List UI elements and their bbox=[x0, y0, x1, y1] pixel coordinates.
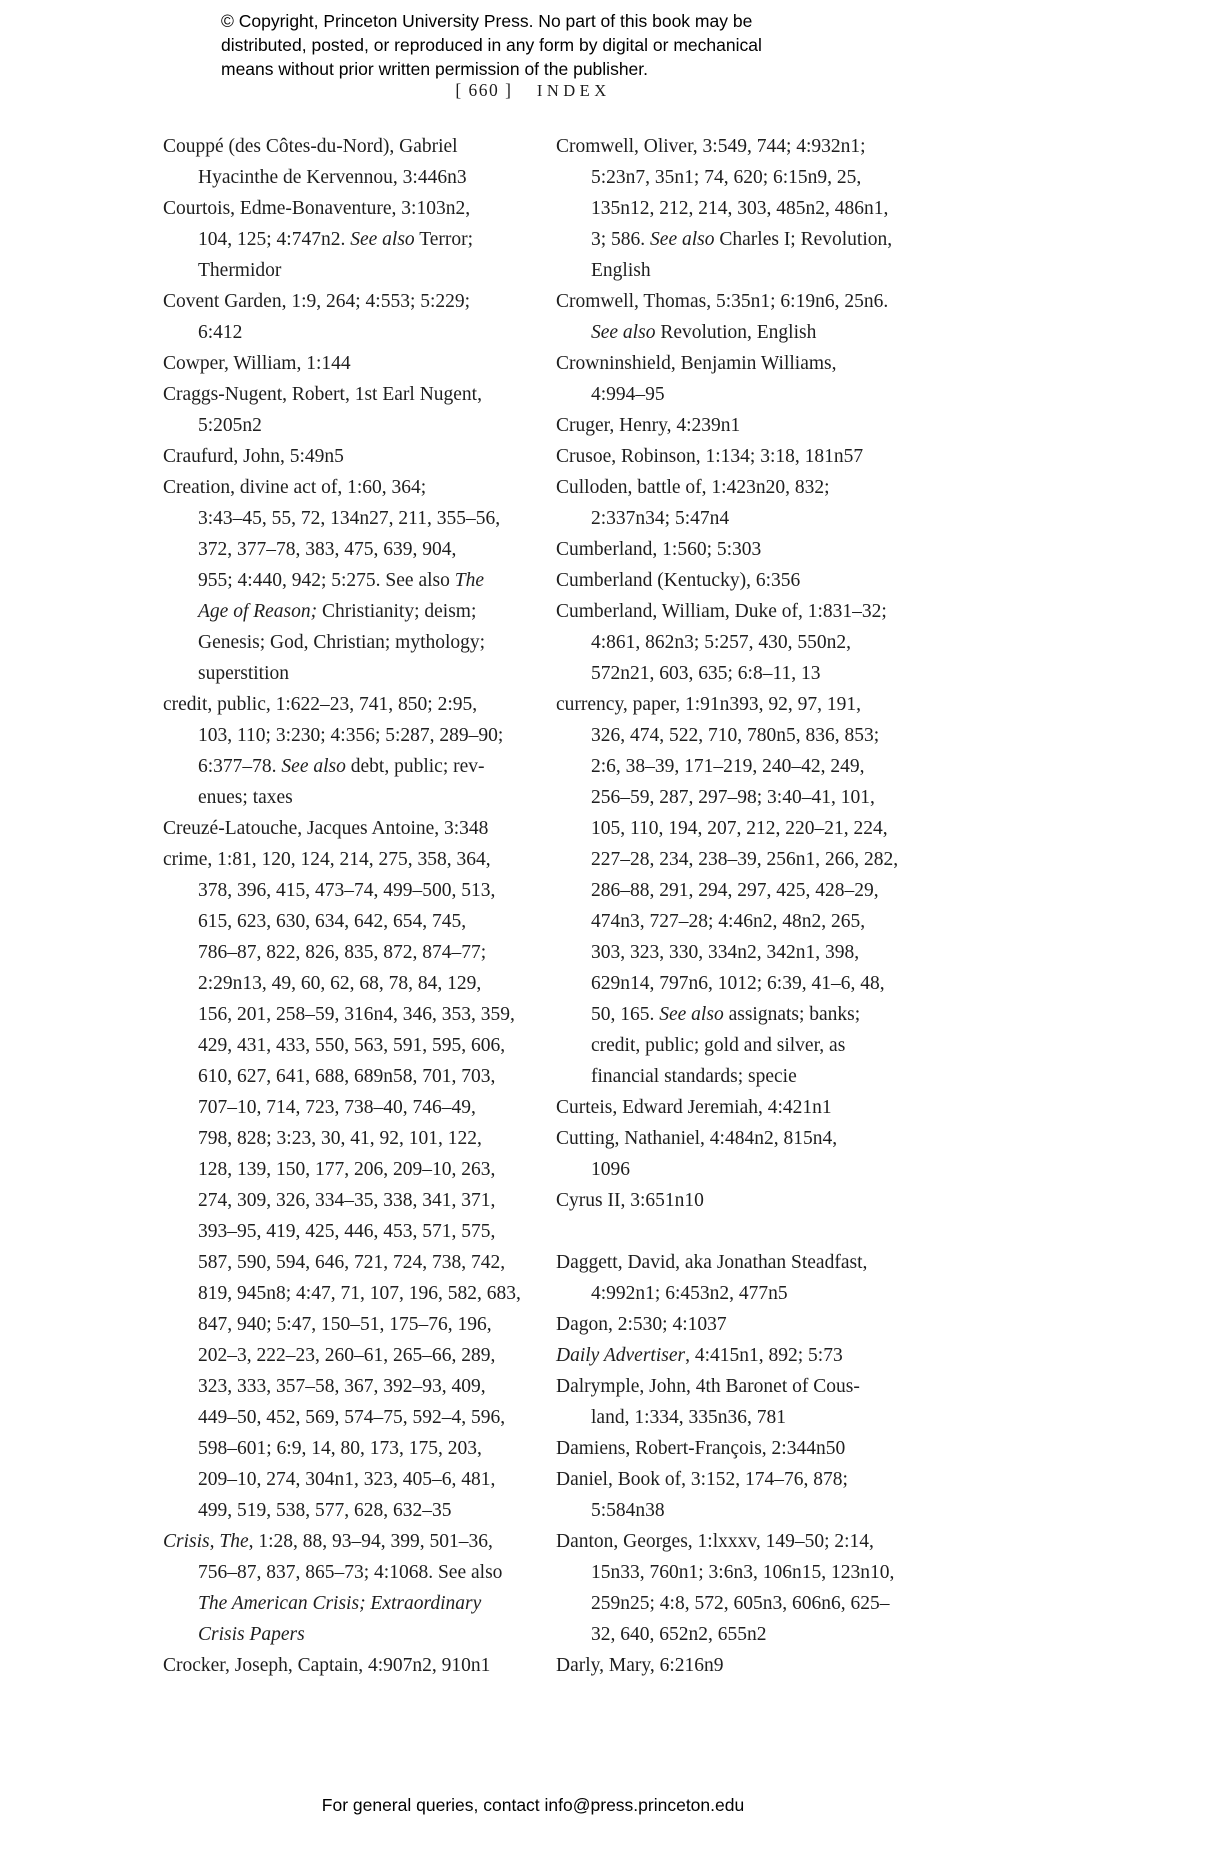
index-line: Cromwell, Oliver, 3:549, 744; 4:932n1; bbox=[556, 136, 866, 157]
index-line: crime, 1:81, 120, 124, 214, 275, 358, 364, bbox=[163, 849, 491, 870]
index-line: 786–87, 822, 826, 835, 872, 874–77; bbox=[198, 942, 487, 963]
index-line: 587, 590, 594, 646, 721, 724, 738, 742, bbox=[198, 1252, 506, 1273]
index-line: 135n12, 212, 214, 303, 485n2, 486n1, bbox=[591, 198, 889, 219]
index-line: 103, 110; 3:230; 4:356; 5:287, 289–90; bbox=[198, 725, 504, 746]
index-column-right bbox=[556, 131, 905, 1681]
index-line: 274, 309, 326, 334–35, 338, 341, 371, bbox=[198, 1190, 496, 1211]
index-line: 259n25; 4:8, 572, 605n3, 606n6, 625– bbox=[591, 1593, 890, 1614]
section-gap bbox=[556, 1216, 905, 1247]
index-line: credit, public, 1:622–23, 741, 850; 2:95, bbox=[163, 694, 478, 715]
index-line: Crisis, The, 1:28, 88, 93–94, 399, 501–36, bbox=[163, 1531, 493, 1552]
index-line: 3; 586. See also Charles I; Revolution, bbox=[591, 229, 893, 250]
index-line: 707–10, 714, 723, 738–40, 746–49, bbox=[198, 1097, 476, 1118]
index-line: Couppé (des Côtes-du-Nord), Gabriel bbox=[163, 136, 458, 157]
index-line: 4:994–95 bbox=[591, 384, 665, 405]
index-line: 303, 323, 330, 334n2, 342n1, 398, bbox=[591, 942, 860, 963]
index-line: 474n3, 727–28; 4:46n2, 48n2, 265, bbox=[591, 911, 866, 932]
index-column-left bbox=[163, 131, 521, 1681]
index-line: Covent Garden, 1:9, 264; 4:553; 5:229; bbox=[163, 291, 471, 312]
index-line: Cutting, Nathaniel, 4:484n2, 815n4, bbox=[556, 1128, 838, 1149]
index-line: 202–3, 222–23, 260–61, 265–66, 289, bbox=[198, 1345, 496, 1366]
index-line: Creation, divine act of, 1:60, 364; bbox=[163, 477, 427, 498]
index-line: Dalrymple, John, 4th Baronet of Cous- bbox=[556, 1376, 860, 1397]
index-line: 256–59, 287, 297–98; 3:40–41, 101, bbox=[591, 787, 875, 808]
index-line: 798, 828; 3:23, 30, 41, 92, 101, 122, bbox=[198, 1128, 482, 1149]
index-line: 128, 139, 150, 177, 206, 209–10, 263, bbox=[198, 1159, 496, 1180]
index-line: 323, 333, 357–58, 367, 392–93, 409, bbox=[198, 1376, 486, 1397]
index-line: credit, public; gold and silver, as bbox=[591, 1035, 846, 1056]
index-line: 572n21, 603, 635; 6:8–11, 13 bbox=[591, 663, 821, 684]
index-line: Creuzé-Latouche, Jacques Antoine, 3:348 bbox=[163, 818, 489, 839]
index-line: 209–10, 274, 304n1, 323, 405–6, 481, bbox=[198, 1469, 496, 1490]
index-line: 4:861, 862n3; 5:257, 430, 550n2, bbox=[591, 632, 852, 653]
index-line: Dagon, 2:530; 4:1037 bbox=[556, 1314, 727, 1335]
index-line: 378, 396, 415, 473–74, 499–500, 513, bbox=[198, 880, 496, 901]
index-line: 5:205n2 bbox=[198, 415, 262, 436]
index-line: 629n14, 797n6, 1012; 6:39, 41–6, 48, bbox=[591, 973, 885, 994]
index-line: Culloden, battle of, 1:423n20, 832; bbox=[556, 477, 830, 498]
index-line: 955; 4:440, 942; 5:275. See also The bbox=[198, 570, 484, 591]
index-line: 3:43–45, 55, 72, 134n27, 211, 355–56, bbox=[198, 508, 501, 529]
index-line: Daggett, David, aka Jonathan Steadfast, bbox=[556, 1252, 868, 1273]
index-line: currency, paper, 1:91n393, 92, 97, 191, bbox=[556, 694, 862, 715]
index-line: 429, 431, 433, 550, 563, 591, 595, 606, bbox=[198, 1035, 506, 1056]
index-line: 615, 623, 630, 634, 642, 654, 745, bbox=[198, 911, 467, 932]
index-line: Courtois, Edme-Bonaventure, 3:103n2, bbox=[163, 198, 471, 219]
index-line: Damiens, Robert-François, 2:344n50 bbox=[556, 1438, 846, 1459]
index-line: Cyrus II, 3:651n10 bbox=[556, 1190, 704, 1211]
copyright-line: distributed, posted, or reproduced in any form by digital or mechanical bbox=[221, 35, 762, 55]
index-line: enues; taxes bbox=[198, 787, 293, 808]
index-line: Craggs-Nugent, Robert, 1st Earl Nugent, bbox=[163, 384, 482, 405]
page-number: [ 660 ] bbox=[455, 80, 513, 100]
index-line: 4:992n1; 6:453n2, 477n5 bbox=[591, 1283, 788, 1304]
index-line: Crowninshield, Benjamin Williams, bbox=[556, 353, 837, 374]
index-line: financial standards; specie bbox=[591, 1066, 797, 1087]
index-line: 105, 110, 194, 207, 212, 220–21, 224, bbox=[591, 818, 888, 839]
index-line: The American Crisis; Extraordinary bbox=[198, 1593, 482, 1614]
index-line: Cumberland, 1:560; 5:303 bbox=[556, 539, 762, 560]
copyright-notice bbox=[221, 9, 762, 81]
index-line: Daily Advertiser, 4:415n1, 892; 5:73 bbox=[556, 1345, 843, 1366]
index-line: 610, 627, 641, 688, 689n58, 701, 703, bbox=[198, 1066, 496, 1087]
index-line: 499, 519, 538, 577, 628, 632–35 bbox=[198, 1500, 452, 1521]
index-line: Genesis; God, Christian; mythology; bbox=[198, 632, 486, 653]
index-line: land, 1:334, 335n36, 781 bbox=[591, 1407, 786, 1428]
index-line: Danton, Georges, 1:lxxxv, 149–50; 2:14, bbox=[556, 1531, 874, 1552]
page-header bbox=[163, 80, 903, 101]
index-line: 6:412 bbox=[198, 322, 243, 343]
index-line: 5:584n38 bbox=[591, 1500, 665, 1521]
index-line: 372, 377–78, 383, 475, 639, 904, bbox=[198, 539, 457, 560]
index-line: Daniel, Book of, 3:152, 174–76, 878; bbox=[556, 1469, 848, 1490]
index-line: 104, 125; 4:747n2. See also Terror; bbox=[198, 229, 474, 250]
index-line: 156, 201, 258–59, 316n4, 346, 353, 359, bbox=[198, 1004, 515, 1025]
index-line: Cromwell, Thomas, 5:35n1; 6:19n6, 25n6. bbox=[556, 291, 889, 312]
index-line: 2:337n34; 5:47n4 bbox=[591, 508, 730, 529]
index-line: 15n33, 760n1; 3:6n3, 106n15, 123n10, bbox=[591, 1562, 895, 1583]
index-line: 227–28, 234, 238–39, 256n1, 266, 282, bbox=[591, 849, 899, 870]
page-footer bbox=[163, 1795, 903, 1816]
index-line: Darly, Mary, 6:216n9 bbox=[556, 1655, 724, 1676]
index-line: Cruger, Henry, 4:239n1 bbox=[556, 415, 741, 436]
index-line: 819, 945n8; 4:47, 71, 107, 196, 582, 683, bbox=[198, 1283, 521, 1304]
index-line: 847, 940; 5:47, 150–51, 175–76, 196, bbox=[198, 1314, 492, 1335]
index-line: 2:6, 38–39, 171–219, 240–42, 249, bbox=[591, 756, 865, 777]
index-line: 393–95, 419, 425, 446, 453, 571, 575, bbox=[198, 1221, 496, 1242]
index-line: 449–50, 452, 569, 574–75, 592–4, 596, bbox=[198, 1407, 506, 1428]
index-line: 286–88, 291, 294, 297, 425, 428–29, bbox=[591, 880, 879, 901]
index-line: Hyacinthe de Kervennou, 3:446n3 bbox=[198, 167, 467, 188]
copyright-line: means without prior written permission of the publisher. bbox=[221, 59, 649, 79]
index-line: Cumberland, William, Duke of, 1:831–32; bbox=[556, 601, 887, 622]
index-line: Cumberland (Kentucky), 6:356 bbox=[556, 570, 801, 591]
index-line: See also Revolution, English bbox=[591, 322, 817, 343]
index-line: 1096 bbox=[591, 1159, 630, 1180]
index-line: 6:377–78. See also debt, public; rev- bbox=[198, 756, 485, 777]
index-line: Crusoe, Robinson, 1:134; 3:18, 181n57 bbox=[556, 446, 864, 467]
index-line: Crocker, Joseph, Captain, 4:907n2, 910n1 bbox=[163, 1655, 491, 1676]
index-line: Thermidor bbox=[198, 260, 282, 281]
index-body bbox=[163, 131, 905, 1681]
index-line: superstition bbox=[198, 663, 289, 684]
footer-text: For general queries, contact info@press.princeton.edu bbox=[321, 1795, 745, 1815]
index-line: Curteis, Edward Jeremiah, 4:421n1 bbox=[556, 1097, 832, 1118]
index-line: Cowper, William, 1:144 bbox=[163, 353, 351, 374]
page-title: INDEX bbox=[536, 81, 611, 100]
index-line: Age of Reason; Christianity; deism; bbox=[198, 601, 477, 622]
index-line: 5:23n7, 35n1; 74, 620; 6:15n9, 25, bbox=[591, 167, 862, 188]
index-line: 756–87, 837, 865–73; 4:1068. See also bbox=[198, 1562, 503, 1583]
index-line: Crisis Papers bbox=[198, 1624, 305, 1645]
index-line: 2:29n13, 49, 60, 62, 68, 78, 84, 129, bbox=[198, 973, 482, 994]
index-line: 598–601; 6:9, 14, 80, 173, 175, 203, bbox=[198, 1438, 482, 1459]
copyright-line: © Copyright, Princeton University Press. No part of this book may be bbox=[221, 11, 753, 31]
index-line: 50, 165. See also assignats; banks; bbox=[591, 1004, 861, 1025]
index-line: 32, 640, 652n2, 655n2 bbox=[591, 1624, 767, 1645]
index-line: Craufurd, John, 5:49n5 bbox=[163, 446, 344, 467]
index-line: English bbox=[591, 260, 651, 281]
index-line: 326, 474, 522, 710, 780n5, 836, 853; bbox=[591, 725, 880, 746]
